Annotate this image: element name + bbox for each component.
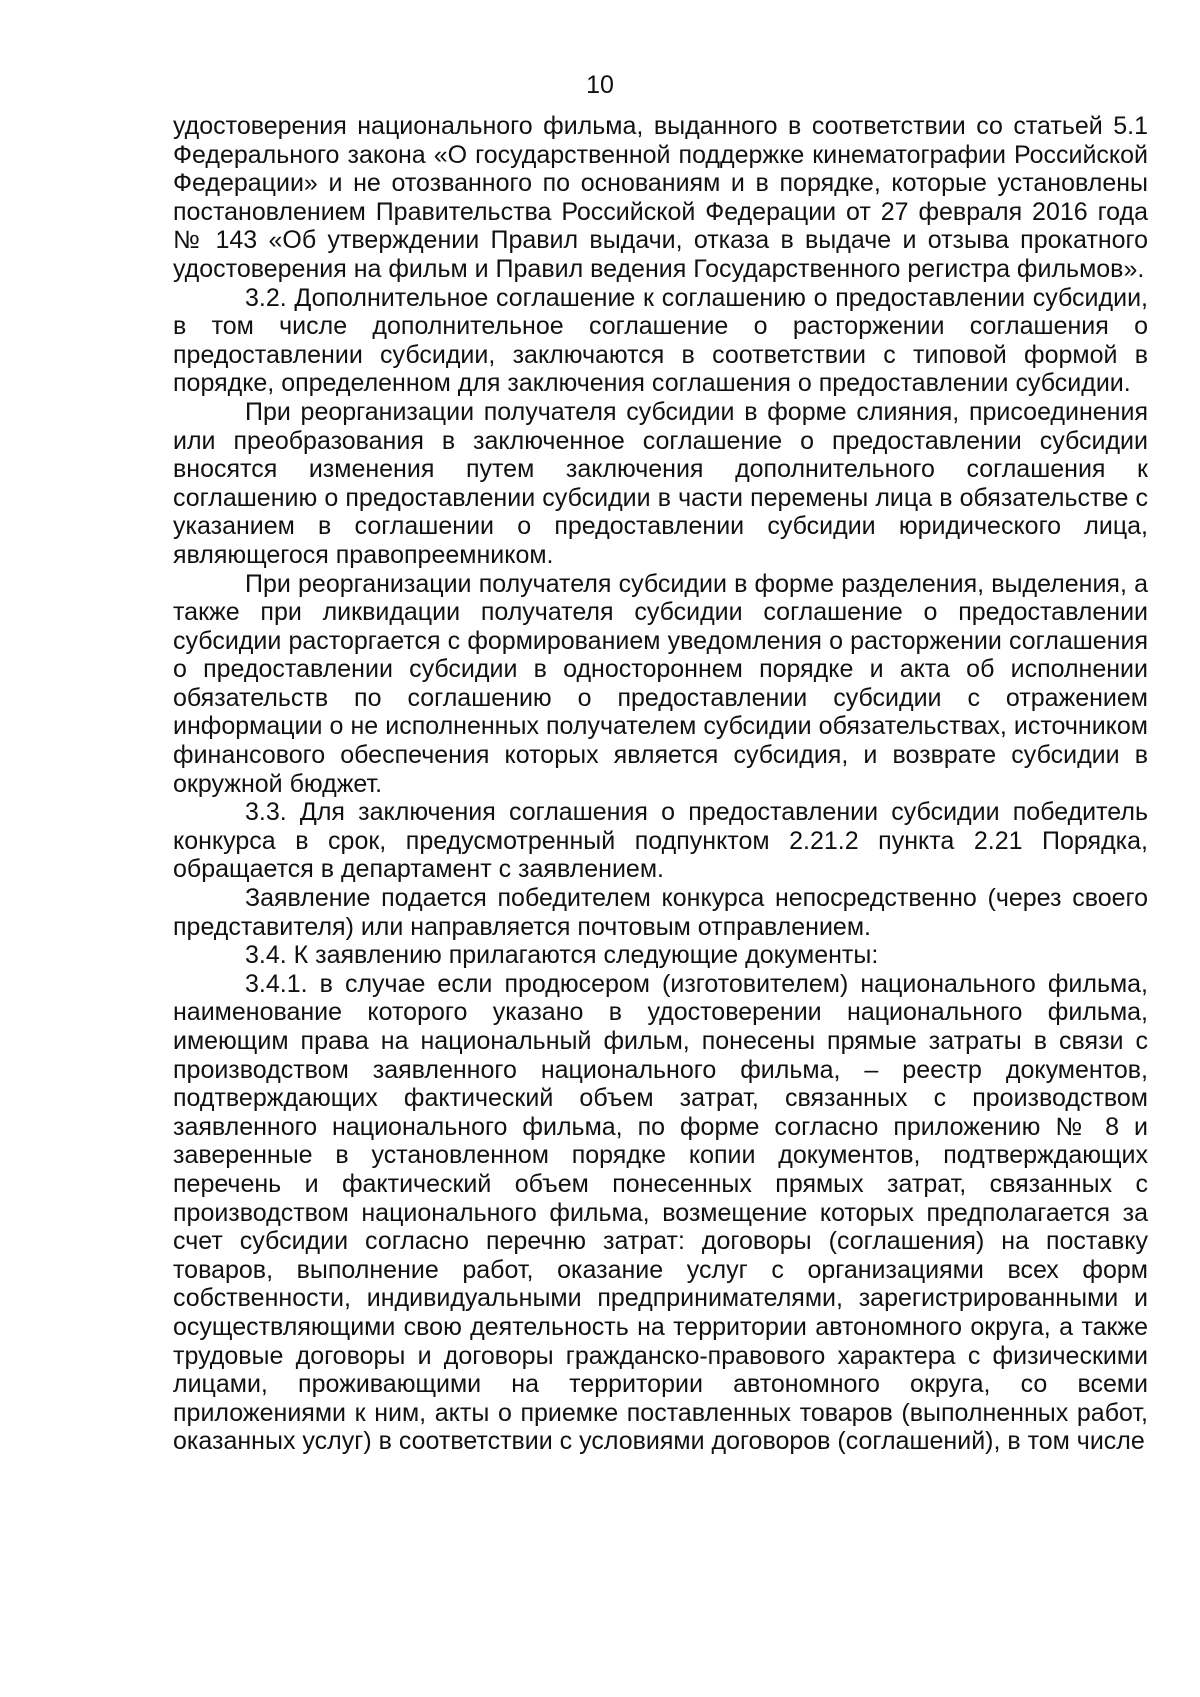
paragraph-3-3: 3.3. Для заключения соглашения о предоставлении субсидии победитель конкурса в срок, предусмотренный подпунктом 2.21.2 пункта 2.21 Порядка, обращается в департамент с заявлением. — [173, 798, 1148, 884]
page-number: 10 — [586, 71, 614, 99]
paragraph-3-4: 3.4. К заявлению прилагаются следующие документы: — [245, 941, 879, 970]
paragraph-3-4-1: 3.4.1. в случае если продюсером (изготовителем) национального фильма, наименование которого указано в удостоверении национального фильма, имеющим права на национальный фильм, понесены прямые затраты в связи с производством заявленного национального фильма, – реестр документов, подтверждающих фактический объем затрат, связанных с производством заявленного национального фильма, по форме согласно приложению № 8 и заверенные в установленном порядке копии документов, подтверждающих перечень и фактический объем понесенных прямых затрат, связанных с производством национального фильма, возмещение которых предполагается за счет субсидии согласно перечню затрат: договоры (соглашения) на поставку товаров, выполнение работ, оказание услуг с организациями всех форм собственности, индивидуальными предпринимателями, зарегистрированными и осуществляющими свою деятельность на территории автономного округа, а также трудовые договоры и договоры гражданско-правового характера с физическими лицами, проживающими на территории автономного округа, со всеми приложениями к ним, акты о приемке поставленных товаров (выполненных работ, оказанных услуг) в соответствии с условиями договоров (соглашений), в том числе — [173, 969, 1148, 1456]
paragraph-continuation: удостоверения национального фильма, выданного в соответствии со статьей 5.1 Федерального закона «О государственной поддержке кинематографии Российской Федерации» и не отозванного по основаниям и в порядке, которые установлены постановлением Правительства Российской Федерации от 27 февраля 2016 года № 143 «Об утверждении Правил выдачи, отказа в выдаче и отзыва прокатного удостоверения на фильм и Правил ведения Государственного регистра фильмов». — [173, 112, 1148, 283]
paragraph-application-submission: Заявление подается победителем конкурса непосредственно (через своего представителя) или направляется почтовым отправлением. — [173, 884, 1148, 941]
paragraph-reorganization-division: При реорганизации получателя субсидии в форме разделения, выделения, а также при ликвидации получателя субсидии соглашение о предоставлении субсидии расторгается с формированием уведомления о расторжении соглашения о предоставлении субсидии в одностороннем порядке и акта об исполнении обязательств по соглашению о предоставлении субсидии с отражением информации о не исполненных получателем субсидии обязательствах, источником финансового обеспечения которых является субсидия, и возврате субсидии в окружной бюджет. — [173, 569, 1148, 798]
paragraph-reorganization-merger: При реорганизации получателя субсидии в форме слияния, присоединения или преобразования в заключенное соглашение о предоставлении субсидии вносятся изменения путем заключения дополнительного соглашения к соглашению о предоставлении субсидии в части перемены лица в обязательстве с указанием в соглашении о предоставлении субсидии юридического лица, являющегося правопреемником. — [173, 397, 1148, 569]
paragraph-3-2: 3.2. Дополнительное соглашение к соглашению о предоставлении субсидии, в том числе дополнительное соглашение о расторжении соглашения о предоставлении субсидии, заключаются в соответствии с типовой формой в порядке, определенном для заключения соглашения о предоставлении субсидии. — [173, 283, 1148, 398]
document-body — [173, 112, 1148, 1456]
